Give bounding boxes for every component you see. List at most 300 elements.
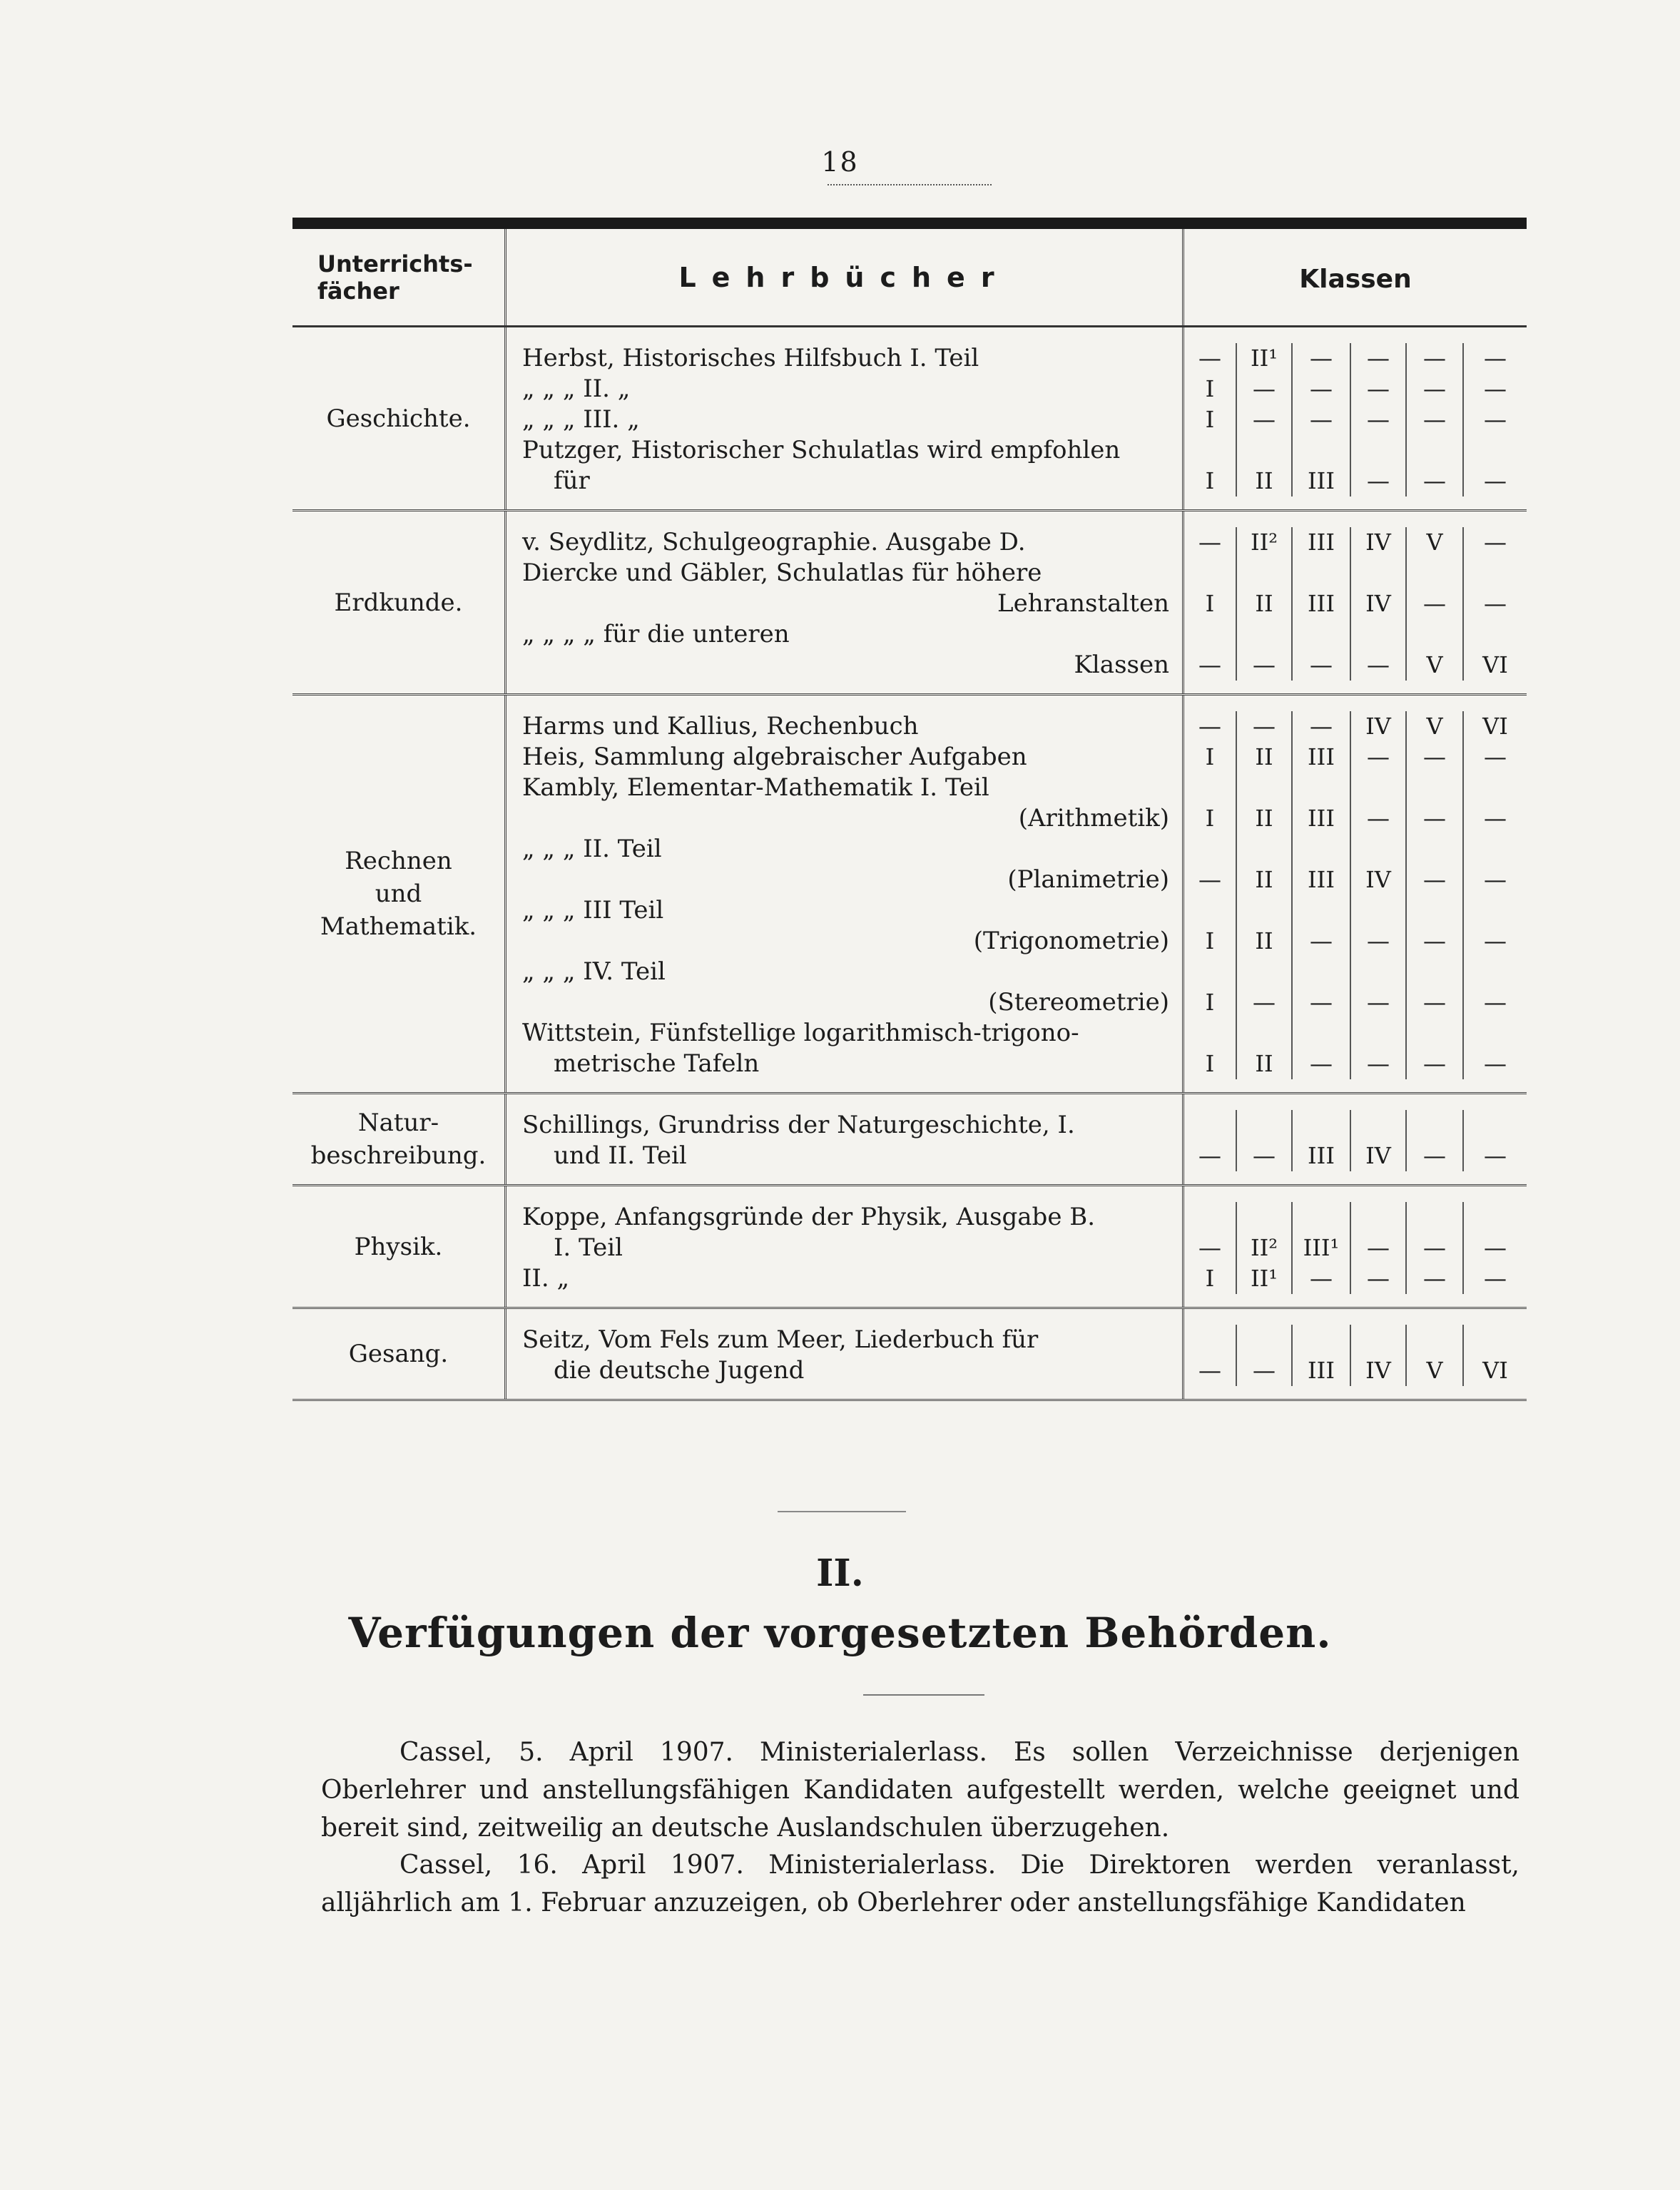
class-cell [1293, 895, 1351, 926]
class-cell [1351, 558, 1407, 589]
book-entry-line [506, 926, 1182, 957]
class-row [1184, 558, 1527, 589]
book-title: „ „ „ II. Teil [522, 835, 662, 863]
class-cell: IV [1351, 865, 1407, 895]
class-cell: III [1293, 466, 1351, 496]
paragraph: Cassel, 5. April 1907. Ministerialerlass. Es sollen Verzeichnisse derjenigen Oberlehrer und anstellungsfähigen Kandidaten aufgestellt werden, welche geeignet und bereit sind, zeitweilig an deutsche Auslandschulen überzugehen. [321, 1738, 1519, 1843]
book-entry-line [506, 343, 1182, 374]
class-cell [1407, 435, 1464, 466]
class-row [1184, 1049, 1527, 1079]
class-cell: — [1351, 1233, 1407, 1263]
class-cell: II² [1237, 1233, 1293, 1263]
class-cell: — [1484, 590, 1507, 617]
class-row [1184, 711, 1527, 742]
class-row [1184, 987, 1527, 1018]
class-cell [1293, 1110, 1351, 1141]
class-cell [1293, 773, 1351, 803]
class-cell [1351, 1202, 1407, 1233]
book-title: „ „ „ III. „ [522, 405, 640, 434]
class-cell: II [1237, 742, 1293, 773]
class-cell: I [1184, 404, 1237, 435]
class-row [1184, 1263, 1527, 1294]
book-title: „ „ „ IV. Teil [522, 957, 666, 986]
class-row [1184, 742, 1527, 773]
book-title: (Stereometrie) [988, 988, 1169, 1017]
class-cell: — [1484, 927, 1507, 954]
class-cell: — [1237, 650, 1293, 681]
class-row [1184, 957, 1527, 987]
class-cell: — [1293, 926, 1351, 957]
class-columns [1184, 1094, 1527, 1184]
class-cell: — [1484, 1142, 1507, 1169]
class-cell: — [1407, 926, 1464, 957]
class-cell [1184, 1110, 1237, 1141]
book-entry-line [506, 987, 1182, 1018]
class-cell: — [1484, 989, 1507, 1016]
class-cell: IV [1351, 711, 1407, 742]
table-body [292, 327, 1527, 1401]
class-cell [1464, 895, 1527, 926]
class-cell: III [1293, 589, 1351, 619]
class-row [1184, 1233, 1527, 1263]
class-cell: — [1184, 527, 1237, 558]
class-cell: — [1351, 1263, 1407, 1294]
class-cell: — [1184, 865, 1237, 895]
table-section [292, 1309, 1527, 1401]
class-cell: I [1184, 742, 1237, 773]
book-title: Heis, Sammlung algebraischer Aufgaben [522, 743, 1027, 771]
class-cell: II [1237, 466, 1293, 496]
class-row [1184, 619, 1527, 650]
class-cell: III [1293, 527, 1351, 558]
class-cell: — [1351, 1049, 1407, 1079]
class-cell [1184, 1202, 1237, 1233]
book-title: Harms und Kallius, Rechenbuch [522, 712, 919, 740]
class-row [1184, 1325, 1527, 1355]
class-cell: — [1407, 987, 1464, 1018]
class-cell: — [1407, 589, 1464, 619]
class-cell: III [1293, 742, 1351, 773]
class-cell: II¹ [1237, 1263, 1293, 1294]
header-books: Lehrbücher [506, 229, 1184, 325]
book-entry-line [506, 865, 1182, 895]
class-cell: — [1237, 1355, 1293, 1386]
class-cell [1464, 558, 1527, 589]
book-entry-line [506, 1233, 1182, 1263]
class-cell: II [1237, 926, 1293, 957]
book-list [506, 1186, 1184, 1307]
class-cell: IV [1351, 1355, 1407, 1386]
book-entry-line [506, 1202, 1182, 1233]
book-title: Klassen [1074, 651, 1169, 679]
book-entry-line [506, 711, 1182, 742]
book-list [506, 1309, 1184, 1399]
class-cell [1184, 558, 1237, 589]
class-cell: — [1351, 926, 1407, 957]
book-entry-line [506, 1110, 1182, 1141]
header-classes: Klassen [1299, 265, 1412, 294]
class-cell: — [1351, 987, 1407, 1018]
class-cell: — [1293, 1263, 1351, 1294]
class-row [1184, 1355, 1527, 1386]
class-cell: III [1293, 1141, 1351, 1171]
class-cell: — [1407, 865, 1464, 895]
class-cell: — [1407, 803, 1464, 834]
class-cell: V [1407, 1355, 1464, 1386]
book-title: „ „ „ „ für die unteren [522, 620, 790, 648]
class-cell: — [1293, 343, 1351, 374]
class-cell: — [1407, 1233, 1464, 1263]
class-cell: — [1407, 1263, 1464, 1294]
class-cell [1464, 619, 1527, 650]
book-title: Herbst, Historisches Hilfsbuch I. Teil [522, 344, 979, 372]
class-row [1184, 527, 1527, 558]
class-cell: I [1184, 466, 1237, 496]
class-columns [1184, 511, 1527, 693]
class-cell [1351, 957, 1407, 987]
class-cell: — [1351, 343, 1407, 374]
book-entry-line [506, 650, 1182, 681]
class-cell: V [1407, 711, 1464, 742]
class-cell [1184, 1325, 1237, 1355]
class-row [1184, 834, 1527, 865]
class-cell [1464, 1110, 1527, 1141]
class-cell: — [1237, 1141, 1293, 1171]
class-cell [1464, 834, 1527, 865]
class-row [1184, 865, 1527, 895]
class-row [1184, 1141, 1527, 1171]
class-cell [1293, 558, 1351, 589]
subject-name: Physik. [292, 1186, 506, 1307]
class-cell [1407, 895, 1464, 926]
class-cell: — [1293, 711, 1351, 742]
book-title: „ „ „ II. „ [522, 375, 631, 403]
book-entry-line [506, 834, 1182, 865]
class-cell: — [1484, 866, 1507, 893]
book-entry-line [506, 558, 1182, 589]
separator-rule [863, 1694, 984, 1696]
class-row [1184, 1202, 1527, 1233]
class-row [1184, 589, 1527, 619]
book-entry-line [506, 1325, 1182, 1355]
class-cell: — [1484, 406, 1507, 433]
book-title: (Arithmetik) [1018, 804, 1169, 832]
class-cell: I [1184, 803, 1237, 834]
class-cell [1237, 1110, 1293, 1141]
table-header [292, 229, 1527, 327]
class-cell [1184, 834, 1237, 865]
class-cell: I [1184, 1049, 1237, 1079]
class-cell: IV [1351, 589, 1407, 619]
class-cell: II¹ [1237, 343, 1293, 374]
class-cell: II [1237, 865, 1293, 895]
class-cell: — [1237, 404, 1293, 435]
book-title: Schillings, Grundriss der Naturgeschichte, I. [522, 1111, 1075, 1139]
class-cell [1407, 1202, 1464, 1233]
class-row [1184, 374, 1527, 404]
class-cell: — [1407, 742, 1464, 773]
class-cell: — [1293, 374, 1351, 404]
class-row [1184, 926, 1527, 957]
book-list [506, 1094, 1184, 1184]
class-cell: II [1237, 1049, 1293, 1079]
table-section [292, 327, 1527, 511]
subject-name: Rechnen und Mathematik. [292, 696, 506, 1092]
class-cell: II² [1237, 527, 1293, 558]
paragraph: Cassel, 16. April 1907. Ministerialerlass. Die Direktoren werden veranlasst, alljährlich am 1. Februar anzuzeigen, ob Oberlehrer oder anstellungsfähige Kandidaten [321, 1850, 1519, 1917]
table-section [292, 1186, 1527, 1309]
class-row [1184, 1110, 1527, 1141]
class-columns [1184, 1309, 1527, 1399]
class-cell [1237, 619, 1293, 650]
class-cell: — [1351, 803, 1407, 834]
class-cell: — [1351, 742, 1407, 773]
class-cell: — [1407, 404, 1464, 435]
class-cell: — [1484, 1234, 1507, 1261]
class-cell [1464, 1018, 1527, 1049]
class-cell: — [1184, 1355, 1237, 1386]
class-cell: — [1484, 467, 1507, 494]
class-cell [1351, 1325, 1407, 1355]
page-number-rule [828, 184, 992, 185]
class-columns [1184, 1186, 1527, 1307]
class-cell [1351, 1018, 1407, 1049]
class-row [1184, 650, 1527, 681]
subject-name: Natur- beschreibung. [292, 1094, 506, 1184]
book-title: Lehranstalten [997, 589, 1169, 618]
class-cell: — [1407, 466, 1464, 496]
book-entry-line [506, 773, 1182, 803]
book-title: v. Seydlitz, Schulgeographie. Ausgabe D. [522, 528, 1026, 556]
class-cell [1464, 1325, 1527, 1355]
class-cell: II [1237, 589, 1293, 619]
class-cell: — [1293, 1049, 1351, 1079]
class-row [1184, 466, 1527, 496]
class-cell: — [1484, 375, 1507, 402]
separator-rule [778, 1511, 906, 1512]
class-cell [1184, 1018, 1237, 1049]
class-row [1184, 773, 1527, 803]
class-cell [1351, 1110, 1407, 1141]
book-entry-line [506, 895, 1182, 926]
class-cell [1407, 1325, 1464, 1355]
class-cell [1237, 1325, 1293, 1355]
class-cell: IV [1351, 527, 1407, 558]
class-cell [1237, 1202, 1293, 1233]
class-cell: — [1293, 404, 1351, 435]
class-cell: — [1484, 743, 1507, 770]
class-cell: — [1407, 343, 1464, 374]
book-entry-line [506, 1141, 1182, 1171]
class-cell [1237, 435, 1293, 466]
class-row [1184, 803, 1527, 834]
class-cell: — [1407, 1049, 1464, 1079]
class-cell: I [1184, 1263, 1237, 1294]
class-cell [1293, 834, 1351, 865]
class-cell: V [1407, 650, 1464, 681]
class-cell [1407, 1018, 1464, 1049]
class-cell [1464, 1202, 1527, 1233]
table-section [292, 1094, 1527, 1186]
book-entry-line [506, 435, 1182, 466]
class-cell: VI [1482, 651, 1508, 678]
book-entry-line [506, 404, 1182, 435]
class-cell: — [1237, 711, 1293, 742]
book-entry-line [506, 619, 1182, 650]
class-cell [1293, 1202, 1351, 1233]
class-cell: — [1484, 345, 1507, 372]
book-title: I. Teil [554, 1233, 623, 1262]
class-cell [1407, 957, 1464, 987]
class-cell [1293, 1018, 1351, 1049]
class-cell [1351, 834, 1407, 865]
class-cell: — [1351, 466, 1407, 496]
class-cell: — [1351, 404, 1407, 435]
class-cell: — [1407, 1141, 1464, 1171]
class-columns [1184, 327, 1527, 509]
class-cell: — [1484, 1050, 1507, 1077]
class-cell: II [1237, 803, 1293, 834]
book-entry-line [506, 1355, 1182, 1386]
class-cell: — [1184, 343, 1237, 374]
class-cell [1293, 1325, 1351, 1355]
subject-name: Gesang. [292, 1309, 506, 1399]
book-title: für [554, 467, 590, 495]
class-cell [1464, 773, 1527, 803]
book-title: Seitz, Vom Fels zum Meer, Liederbuch für [522, 1325, 1039, 1354]
book-list [506, 696, 1184, 1092]
book-title: Diercke und Gäbler, Schulatlas für höhere [522, 559, 1042, 587]
class-cell [1407, 834, 1464, 865]
class-cell: V [1407, 527, 1464, 558]
book-title: (Trigonometrie) [973, 927, 1169, 955]
class-cell: — [1237, 987, 1293, 1018]
class-cell: IV [1351, 1141, 1407, 1171]
class-cell: III¹ [1293, 1233, 1351, 1263]
class-cell: I [1184, 589, 1237, 619]
class-cell [1293, 957, 1351, 987]
class-row [1184, 895, 1527, 926]
class-cell [1237, 895, 1293, 926]
class-cell: III [1293, 803, 1351, 834]
class-cell [1237, 558, 1293, 589]
class-cell [1351, 773, 1407, 803]
class-cell [1237, 1018, 1293, 1049]
book-entry-line [506, 466, 1182, 496]
class-cell: I [1184, 987, 1237, 1018]
book-entry-line [506, 1049, 1182, 1079]
class-cell [1293, 435, 1351, 466]
section-number: II. [816, 1552, 864, 1595]
class-cell [1464, 435, 1527, 466]
class-cell: — [1184, 1233, 1237, 1263]
book-entry-line [506, 527, 1182, 558]
class-cell: — [1293, 650, 1351, 681]
class-cell [1237, 773, 1293, 803]
book-title: II. „ [522, 1264, 570, 1293]
book-title: die deutsche Jugend [554, 1356, 805, 1385]
book-title: Kambly, Elementar-Mathematik I. Teil [522, 773, 989, 802]
class-cell [1407, 619, 1464, 650]
section-title: Verfügungen der vorgesetzten Behörden. [348, 1609, 1332, 1657]
class-cell: — [1184, 711, 1237, 742]
class-cell [1407, 558, 1464, 589]
class-cell: I [1184, 374, 1237, 404]
class-cell: — [1484, 1265, 1507, 1292]
class-cell [1351, 895, 1407, 926]
class-cell [1407, 1110, 1464, 1141]
book-entry-line [506, 957, 1182, 987]
header-subjects: Unterrichts- fächer [292, 229, 506, 325]
class-cell: — [1293, 987, 1351, 1018]
class-cell [1184, 435, 1237, 466]
class-cell [1293, 619, 1351, 650]
class-cell [1184, 619, 1237, 650]
subject-name: Erdkunde. [292, 511, 506, 693]
book-title: „ „ „ III Teil [522, 896, 664, 925]
class-cell: I [1184, 926, 1237, 957]
book-title: Wittstein, Fünfstellige logarithmisch-trigono- [522, 1019, 1079, 1047]
class-columns [1184, 696, 1527, 1092]
table-section [292, 511, 1527, 696]
class-cell [1351, 435, 1407, 466]
class-cell [1351, 619, 1407, 650]
class-cell [1407, 773, 1464, 803]
class-cell: — [1184, 1141, 1237, 1171]
class-cell [1237, 957, 1293, 987]
table-top-rule [292, 218, 1527, 229]
class-row [1184, 435, 1527, 466]
book-title: (Planimetrie) [1007, 865, 1169, 894]
class-cell: — [1407, 374, 1464, 404]
book-title: und II. Teil [554, 1141, 687, 1170]
book-list [506, 511, 1184, 693]
class-cell [1184, 895, 1237, 926]
class-cell: III [1293, 865, 1351, 895]
book-entry-line [506, 374, 1182, 404]
table-section [292, 696, 1527, 1094]
class-cell: — [1484, 805, 1507, 832]
class-cell: VI [1482, 713, 1508, 740]
class-cell [1184, 773, 1237, 803]
class-row [1184, 1018, 1527, 1049]
textbook-table [292, 218, 1527, 1401]
class-cell: III [1293, 1355, 1351, 1386]
class-cell [1464, 957, 1527, 987]
class-cell: VI [1482, 1357, 1508, 1384]
book-entry-line [506, 1018, 1182, 1049]
class-cell: — [1237, 374, 1293, 404]
class-cell: — [1351, 650, 1407, 681]
class-cell [1237, 834, 1293, 865]
page-number: 18 [821, 146, 859, 178]
book-entry-line [506, 803, 1182, 834]
class-row [1184, 343, 1527, 374]
book-entry-line [506, 589, 1182, 619]
book-entry-line [506, 1263, 1182, 1294]
subject-name: Geschichte. [292, 327, 506, 509]
class-cell: — [1351, 374, 1407, 404]
class-cell: — [1484, 529, 1507, 556]
book-title: metrische Tafeln [554, 1049, 760, 1078]
class-cell: — [1184, 650, 1237, 681]
book-title: Putzger, Historischer Schulatlas wird empfohlen [522, 436, 1121, 464]
class-row [1184, 404, 1527, 435]
book-title: Koppe, Anfangsgründe der Physik, Ausgabe B. [522, 1203, 1096, 1231]
book-entry-line [506, 742, 1182, 773]
class-cell [1184, 957, 1237, 987]
book-list [506, 327, 1184, 509]
